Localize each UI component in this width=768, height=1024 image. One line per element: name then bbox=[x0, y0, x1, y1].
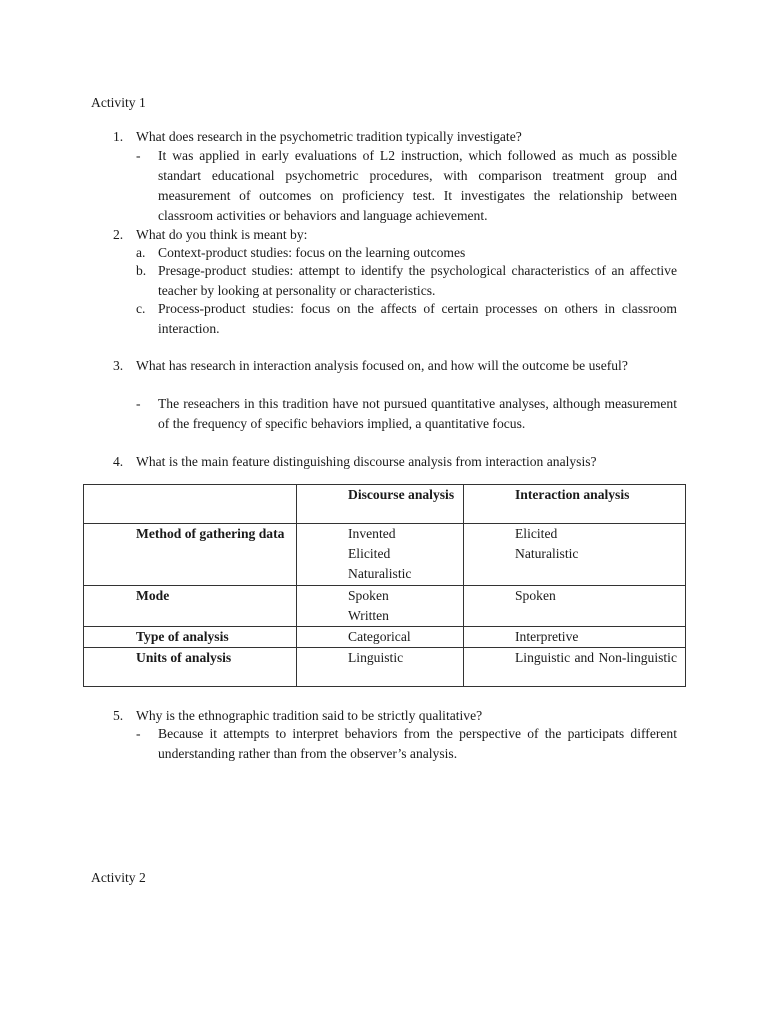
question-2-item-a bbox=[136, 243, 677, 263]
row-label-type: Type of analysis bbox=[84, 627, 297, 648]
item-c-text: Process-product studies: focus on the affects of certain processes on others in classroom interaction. bbox=[158, 301, 677, 336]
table-row bbox=[84, 648, 686, 687]
row-label-method-text: Method of gathering data bbox=[136, 526, 285, 541]
question-3 bbox=[113, 356, 677, 376]
row-label-method bbox=[84, 524, 297, 586]
item-c-marker: c. bbox=[136, 301, 146, 316]
question-4 bbox=[113, 452, 677, 472]
cell-discourse-units: Linguistic bbox=[297, 648, 464, 687]
question-5-answer-text: Because it attempts to interpret behaviors from the perspective of the participats different understanding rather than from the observer’s analysis. bbox=[158, 726, 677, 761]
row-label-mode: Mode bbox=[84, 586, 297, 627]
cell-line: Linguistic and Non-linguistic bbox=[515, 650, 677, 665]
question-1-answer bbox=[136, 146, 677, 226]
question-1 bbox=[113, 127, 677, 147]
cell-line: Spoken bbox=[348, 588, 389, 603]
table-header-row bbox=[84, 485, 686, 524]
question-2-item-b bbox=[136, 261, 677, 301]
question-5 bbox=[113, 706, 677, 726]
question-3-answer-text: The reseachers in this tradition have not pursued quantitative analyses, although measurement of the frequency of specific behaviors implied, a quantitative focus. bbox=[158, 396, 677, 431]
cell-interaction-mode bbox=[464, 586, 686, 627]
question-3-answer bbox=[136, 394, 677, 434]
item-b-marker: b. bbox=[136, 263, 147, 278]
activity2-heading: Activity 2 bbox=[91, 870, 146, 885]
question-4-number: 4. bbox=[113, 454, 124, 469]
activity1-heading: Activity 1 bbox=[91, 95, 146, 110]
item-a-marker: a. bbox=[136, 245, 146, 260]
question-3-text: What has research in interaction analysis focused on, and how will the outcome be useful? bbox=[136, 358, 628, 373]
item-b-text: Presage-product studies: attempt to identify the psychological characteristics of an affective teacher by looking at personality or characteristics. bbox=[158, 263, 677, 298]
cell-line: Written bbox=[348, 608, 389, 623]
question-2 bbox=[113, 225, 677, 245]
answer-dash: - bbox=[136, 726, 141, 741]
question-2-number: 2. bbox=[113, 227, 124, 242]
cell-line: Invented bbox=[348, 526, 396, 541]
question-1-answer-text: It was applied in early evaluations of L2 instruction, which followed as much as possible standart educational psychometric procedures, with comparison treatment group and measurement of outcomes on proficiency test. It investigates the relationship between classroom activities or behaviors and language achievement. bbox=[158, 148, 677, 223]
cell-line: Elicited bbox=[348, 546, 391, 561]
table-row bbox=[84, 627, 686, 648]
question-1-text: What does research in the psychometric tradition typically investigate? bbox=[136, 129, 522, 144]
table-row bbox=[84, 586, 686, 627]
question-5-number: 5. bbox=[113, 708, 124, 723]
cell-discourse-type: Categorical bbox=[297, 627, 464, 648]
question-5-answer bbox=[136, 724, 677, 764]
question-5-text: Why is the ethnographic tradition said to be strictly qualitative? bbox=[136, 708, 483, 723]
cell-line: Elicited bbox=[515, 526, 558, 541]
table-header-interaction: Interaction analysis bbox=[464, 485, 686, 524]
question-2-item-c bbox=[136, 299, 677, 339]
table-header-empty bbox=[84, 485, 297, 524]
answer-dash: - bbox=[136, 396, 141, 411]
cell-line: Naturalistic bbox=[515, 546, 579, 561]
cell-line: Spoken bbox=[515, 588, 556, 603]
cell-discourse-method bbox=[297, 524, 464, 586]
table-row bbox=[84, 524, 686, 586]
table-header-discourse: Discourse analysis bbox=[297, 485, 464, 524]
cell-line: Naturalistic bbox=[348, 566, 412, 581]
question-4-text: What is the main feature distinguishing discourse analysis from interaction analysis? bbox=[136, 454, 597, 469]
item-a-text: Context-product studies: focus on the learning outcomes bbox=[158, 245, 466, 260]
question-3-number: 3. bbox=[113, 358, 124, 373]
answer-dash: - bbox=[136, 148, 141, 163]
cell-discourse-mode bbox=[297, 586, 464, 627]
cell-interaction-units bbox=[464, 648, 686, 687]
cell-interaction-method bbox=[464, 524, 686, 586]
row-label-units: Units of analysis bbox=[84, 648, 297, 687]
question-2-text: What do you think is meant by: bbox=[136, 227, 308, 242]
question-1-number: 1. bbox=[113, 129, 124, 144]
comparison-table bbox=[83, 484, 686, 687]
cell-interaction-type: Interpretive bbox=[464, 627, 686, 648]
